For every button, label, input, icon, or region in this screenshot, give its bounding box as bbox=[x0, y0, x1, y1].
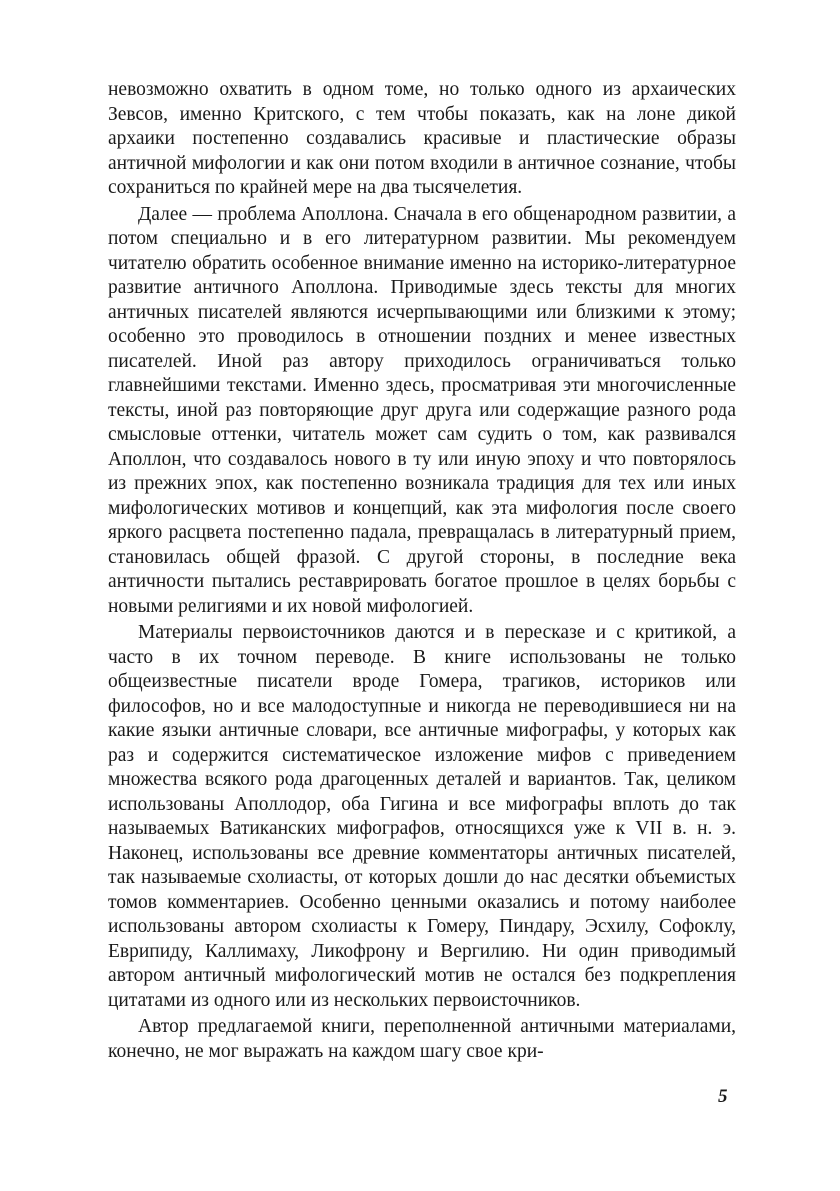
paragraph-continuation: невозможно охватить в одном томе, но только одного из архаических Зевсов, именно Критского, с тем чтобы показать, как на лоне дикой архаики постепенно создавались красивые и пластические образы античной мифологии и как они потом входили в античное сознание, чтобы сохраниться по крайней мере на два тысячелетия. bbox=[108, 79, 736, 198]
paragraph-sources: Материалы первоисточников даются и в пересказе и с критикой, а часто в их точном переводе. В книге использованы не только общеизвестные писатели вроде Гомера, трагиков, историков или философов, но и все малодоступные и никогда не переводившиеся ни на какие языки античные словари, все античные мифографы, у которых как раз и содержится систематическое изложение мифов с приведением множества всякого рода драгоценных деталей и вариантов. Так, целиком использованы Аполлодор, оба Гигина и все мифографы вплоть до так называемых Ватиканских мифографов, относящихся уже к VII в. н. э. Наконец, использованы все древние комментаторы античных писателей, так называемые схолиасты, от которых дошли до нас десятки объемистых томов комментариев. Особенно ценными оказались и потому наиболее использованы автором схолиасты к Гомеру, Пиндару, Эсхилу, Софоклу, Еврипиду, Каллимаху, Ликофрону и Вергилию. Ни один приводимый автором античный мифологический мотив не остался без подкрепления цитатами из одного или из нескольких первоисточников. bbox=[108, 622, 736, 1011]
page-number: 5 bbox=[718, 1086, 728, 1107]
body-text bbox=[108, 78, 736, 1066]
paragraph-apollo: Далее — проблема Аполлона. Сначала в его общенародном развитии, а потом специально и в его литературном развитии. Мы рекомендуем читателю обратить особенное внимание именно на историко-литературное развитие античного Аполлона. Приводимые здесь тексты для многих античных писателей являются исчерпывающими или близкими к этому; особенно это проводилось в отношении поздних и менее известных писателей. Иной раз автору приходилось ограничиваться только главнейшими текстами. Именно здесь, просматривая эти многочисленные тексты, иной раз повторяющие друг друга или содержащие разного рода смысловые оттенки, читатель может сам судить о том, как развивался Аполлон, что создавалось нового в ту или иную эпоху и что повторялось из прежних эпох, как постепенно возникала традиция для тех или иных мифологических мотивов и концепций, как эта мифология после своего яркого расцвета постепенно падала, превращалась в литературный прием, становилась общей фразой. С другой стороны, в последние века античности пытались реставрировать богатое прошлое в целях борьбы с новыми религиями и их новой мифологией. bbox=[108, 203, 736, 617]
paragraph-author: Автор предлагаемой книги, переполненной античными материалами, конечно, не мог выражать на каждом шагу свое кри- bbox=[108, 1016, 736, 1062]
